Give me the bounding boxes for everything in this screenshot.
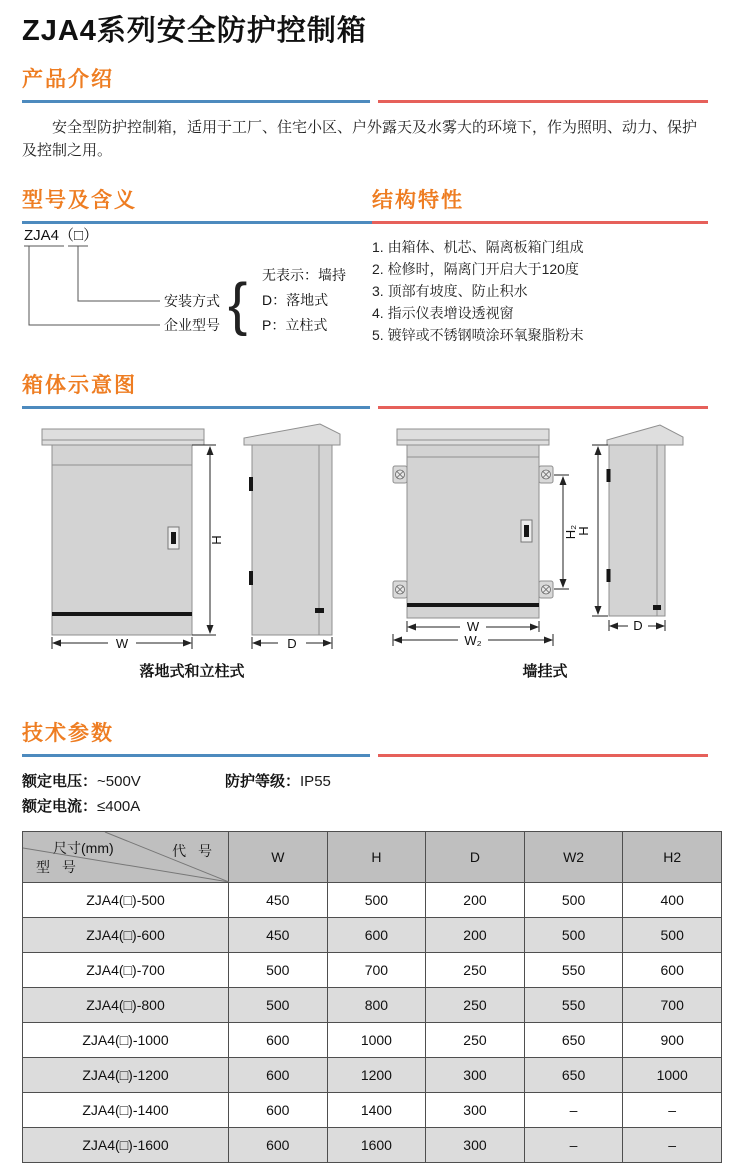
model-structure-row — [22, 184, 730, 351]
dimension-w — [407, 619, 539, 634]
intro-heading: 产品介绍 — [22, 68, 114, 91]
screw-icon — [542, 585, 551, 594]
column-header-h2: H2 — [623, 832, 722, 883]
feature-item: 2. 检修时，隔离门开启大于120度 — [372, 261, 579, 277]
dimension-h — [576, 445, 608, 616]
base-strip — [407, 603, 539, 607]
cabinet-roof-side — [244, 424, 340, 445]
wall-type-figure — [380, 421, 710, 681]
corner-label-model: 型 号 — [36, 859, 80, 875]
model-cell: ZJA4(□)-1000 — [23, 1023, 229, 1058]
table-row: ZJA4(□)-1400 600 1400 300 – – — [23, 1093, 722, 1128]
table-corner-cell — [23, 832, 229, 883]
feature-item: 4. 指示仪表增设透视窗 — [372, 305, 514, 321]
dimension-d — [609, 618, 665, 633]
cabinet-roof — [42, 429, 204, 445]
dim-label-w: W — [115, 636, 129, 651]
section-model-meaning — [22, 184, 372, 351]
wall-type-caption: 墙挂式 — [522, 663, 568, 680]
screw-icon — [396, 470, 405, 479]
column-header-h: H — [327, 832, 426, 883]
divider-blue-bar — [22, 100, 370, 103]
divider-red-bar — [378, 100, 708, 103]
connector-company — [29, 246, 160, 325]
floor-front-view — [42, 429, 204, 635]
table-header-row — [23, 832, 722, 883]
table-row: ZJA4(□)-800 500 800 250 550 700 — [23, 988, 722, 1023]
base-strip — [52, 612, 192, 616]
model-heading: 型号及含义 — [22, 189, 137, 212]
table-row: ZJA4(□)-1000 600 1000 250 650 900 — [23, 1023, 722, 1058]
table-row: ZJA4(□)-1600 600 1600 300 – – — [23, 1128, 722, 1163]
hinge — [249, 571, 253, 585]
wall-side-view — [607, 425, 684, 616]
model-cell: ZJA4(□)-600 — [23, 918, 229, 953]
dimension-d — [252, 636, 332, 651]
dimensions-table — [22, 831, 722, 1163]
dimension-w — [52, 636, 192, 651]
divider-red-bar — [378, 406, 708, 409]
corner-label-code: 代 号 — [172, 843, 216, 859]
floor-type-figure — [22, 421, 362, 681]
model-cell: ZJA4(□)-1200 — [23, 1058, 229, 1093]
cabinet-roof-side — [607, 425, 683, 445]
divider-blue-bar — [22, 754, 370, 757]
brace-glyph: { — [228, 272, 248, 337]
column-header-w2: W2 — [524, 832, 623, 883]
section-structure-features — [372, 184, 708, 351]
dim-label-h: H — [209, 535, 224, 545]
section-divider — [22, 754, 708, 757]
model-cell: ZJA4(□)-1600 — [23, 1128, 229, 1163]
cabinet-body-side — [252, 445, 332, 635]
section-divider — [22, 406, 708, 409]
dimension-h — [192, 445, 224, 635]
table-row: ZJA4(□)-600 450 600 200 500 500 — [23, 918, 722, 953]
page-title: ZJA4系列安全防护控制箱 — [22, 15, 367, 47]
spec-rated-voltage: 额定电压：~500V — [22, 773, 141, 790]
tech-heading: 技术参数 — [22, 722, 114, 745]
column-header-w: W — [229, 832, 328, 883]
feature-list — [372, 236, 708, 346]
company-model-label: 企业型号 — [164, 317, 220, 333]
install-option: P：立柱式 — [262, 317, 328, 333]
model-cell: ZJA4(□)-1400 — [23, 1093, 229, 1128]
install-method-label: 安装方式 — [164, 293, 220, 309]
feature-item: 5. 镀锌或不锈钢喷涂环氧聚脂粉末 — [372, 327, 584, 343]
hinge — [607, 569, 611, 582]
section-divider — [372, 221, 708, 224]
connector-install — [78, 246, 160, 301]
model-cell: ZJA4(□)-800 — [23, 988, 229, 1023]
spec-list — [22, 769, 730, 819]
wall-front-view — [393, 429, 553, 618]
spec-protection-grade: 防护等级：IP55 — [225, 773, 331, 790]
install-option: D：落地式 — [262, 292, 329, 308]
table-row: ZJA4(□)-500 450 500 200 500 400 — [23, 883, 722, 918]
section-intro — [22, 63, 730, 162]
dimension-h2 — [554, 475, 578, 589]
cabinet-body — [407, 445, 539, 618]
cabinet-roof — [397, 429, 549, 445]
model-code-diagram — [22, 224, 367, 346]
hinge — [249, 477, 253, 491]
divider-blue-bar — [22, 406, 370, 409]
hinge — [607, 469, 611, 482]
screw-icon — [542, 470, 551, 479]
section-divider — [22, 100, 708, 103]
floor-type-caption: 落地式和立柱式 — [139, 663, 245, 680]
diagram-heading: 箱体示意图 — [22, 374, 137, 397]
intro-paragraph: 安全型防护控制箱，适用于工厂、住宅小区、户外露天及水雾大的环境下，作为照明、动力、保护及控制之用。 — [22, 119, 698, 159]
spec-rated-current: 额定电流：≤400A — [22, 798, 141, 815]
dim-label-d: D — [287, 636, 297, 651]
structure-heading: 结构特性 — [372, 189, 464, 212]
dim-label-w2: W₂ — [464, 633, 482, 648]
dim-label-d: D — [633, 618, 643, 633]
wall-type-drawing — [380, 421, 710, 651]
dimension-w2 — [393, 633, 553, 648]
table-row: ZJA4(□)-700 500 700 250 550 600 — [23, 953, 722, 988]
corner-label-size: 尺寸(mm) — [53, 840, 114, 856]
table-row: ZJA4(□)-1200 600 1200 300 650 1000 — [23, 1058, 722, 1093]
feature-item: 1. 由箱体、机芯、隔离板箱门组成 — [372, 239, 584, 255]
feature-item: 3. 顶部有坡度、防止积水 — [372, 283, 528, 299]
dim-label-h2: H₂ — [563, 524, 578, 540]
divider-red-bar — [378, 754, 708, 757]
dim-label-w: W — [466, 619, 480, 634]
column-header-d: D — [426, 832, 525, 883]
screw-icon — [396, 585, 405, 594]
install-option: 无表示：墙持 — [262, 267, 346, 283]
floor-side-view — [244, 424, 340, 635]
divider-red-bar — [372, 221, 708, 224]
model-cell: ZJA4(□)-500 — [23, 883, 229, 918]
model-cell: ZJA4(□)-700 — [23, 953, 229, 988]
dim-label-h: H — [576, 526, 591, 536]
diagram-row — [22, 421, 730, 681]
section-cabinet-diagram — [22, 369, 730, 681]
floor-type-drawing — [22, 421, 362, 651]
model-code-text: ZJA4（□） — [24, 227, 99, 244]
section-tech-params — [22, 717, 730, 1163]
